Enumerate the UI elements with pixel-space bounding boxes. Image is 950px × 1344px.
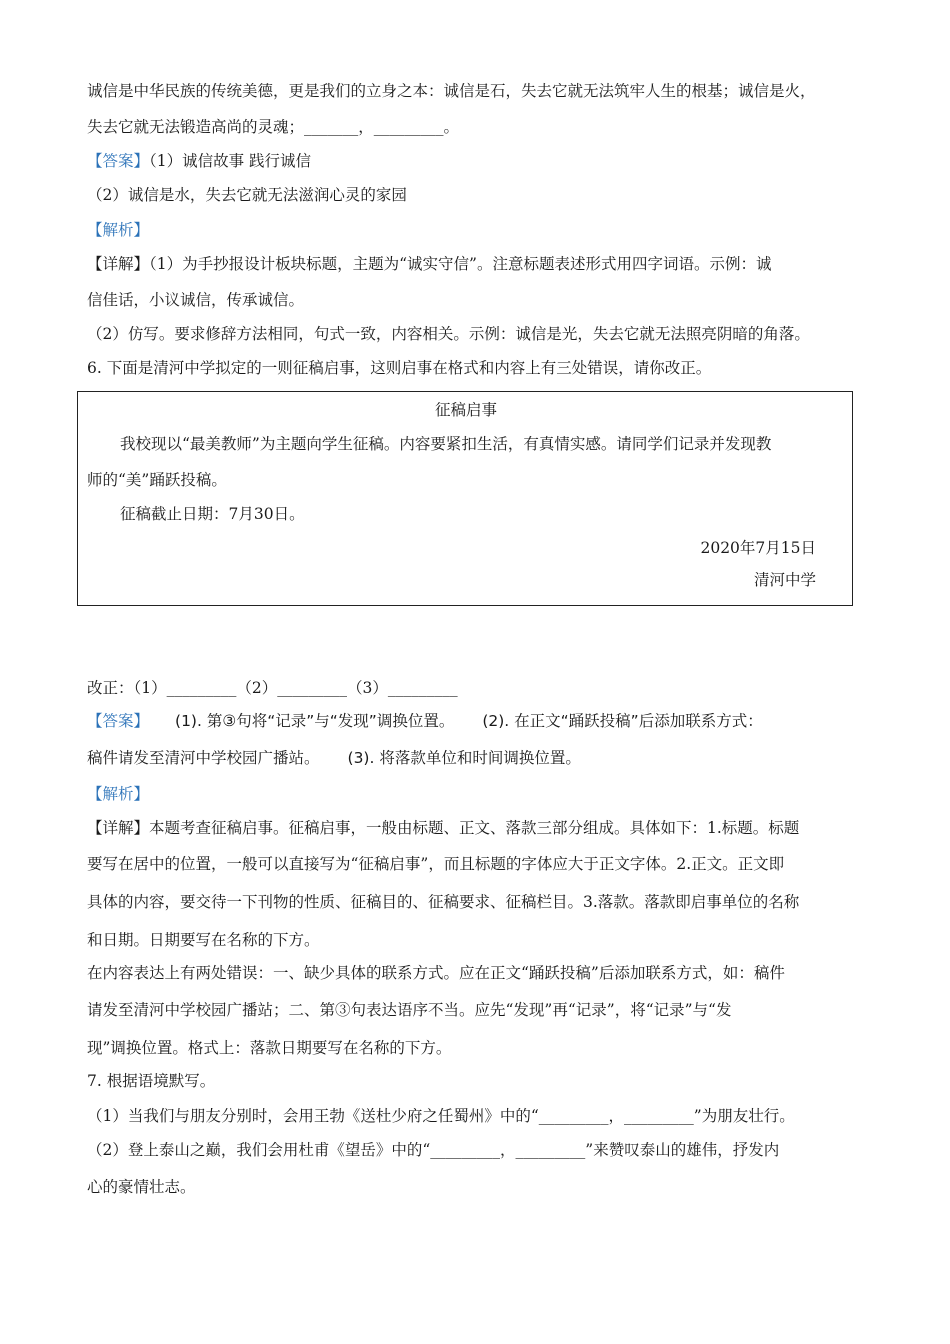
detail-line: 具体的内容，要交待一下刊物的性质、征稿目的、征稿要求、征稿栏目。3.落款。落款即启事单位的名称 — [87, 893, 800, 911]
answer-line — [87, 710, 877, 732]
detail-text: 本题考查征稿启事。征稿启事，一般由标题、正文、落款三部分组成。具体如下：1.标题。标题 — [149, 819, 800, 837]
notice-deadline: 征稿截止日期：7月30日。 — [120, 505, 305, 523]
fix-line: 改正：（1）_________（2）_________（3）_________ — [87, 679, 458, 697]
detail-line: 请发至清河中学校园广播站；二、第③句表达语序不当。应先“发现”再“记录”，将“记录”与“发 — [87, 1001, 732, 1019]
detail-line: 信佳话，小议诚信，传承诚信。 — [87, 291, 305, 309]
detail-text: （1）为手抄报设计板块标题，主题为“诚实守信”。注意标题表述形式用四字词语。示例：诚 — [149, 255, 772, 273]
answer-tag: 【答案】 — [87, 152, 150, 170]
detail-line: （2）仿写。要求修辞方法相同，句式一致，内容相关。示例：诚信是光，失去它就无法照亮阴暗的角落。 — [87, 325, 810, 343]
detail-line — [87, 817, 877, 839]
detail-tag: 【详解】 — [87, 255, 150, 273]
question-7: 7. 根据语境默写。 — [87, 1072, 216, 1090]
notice-org: 清河中学 — [753, 571, 816, 589]
notice-body: 师的“美”踊跃投稿。 — [87, 471, 227, 489]
notice-box — [77, 391, 853, 606]
answer-text: (2). 在正文“踊跃投稿”后添加联系方式： — [482, 712, 763, 730]
notice-date: 2020年7月15日 — [700, 539, 816, 557]
notice-title: 征稿启事 — [434, 401, 497, 419]
detail-tag: 【详解】 — [87, 819, 150, 837]
question-line: （1）当我们与朋友分别时，会用王勃《送杜少府之任蜀州》中的“_________，_________”为朋友壮行。 — [87, 1107, 795, 1125]
detail-line — [87, 253, 877, 275]
question-line: 心的豪情壮志。 — [87, 1178, 196, 1196]
question-line: （2）登上泰山之巅，我们会用杜甫《望岳》中的“_________，_________”来赞叹泰山的雄伟，抒发内 — [87, 1141, 780, 1159]
answer-line: （2）诚信是水，失去它就无法滋润心灵的家园 — [87, 186, 407, 204]
analysis-tag: 【解析】 — [87, 785, 150, 803]
paragraph-line: 诚信是中华民族的传统美德，更是我们的立身之本：诚信是石，失去它就无法筑牢人生的根基；诚信是火， — [87, 82, 816, 100]
answer-text: （1）诚信故事 践行诚信 — [149, 152, 312, 170]
answer-line — [87, 150, 877, 172]
detail-line: 和日期。日期要写在名称的下方。 — [87, 931, 320, 949]
analysis-tag: 【解析】 — [87, 221, 150, 239]
detail-line: 现”调换位置。格式上：落款日期要写在名称的下方。 — [87, 1039, 452, 1057]
paragraph-line: 失去它就无法锻造高尚的灵魂；_______，_________。 — [87, 118, 460, 136]
answer-text: 稿件请发至清河中学校园广播站。 — [87, 749, 320, 767]
detail-line: 要写在居中的位置，一般可以直接写为“征稿启事”，而且标题的字体应大于正文字体。2.正文。正文即 — [87, 855, 785, 873]
answer-tag: 【答案】 — [87, 712, 150, 730]
notice-body: 我校现以“最美教师”为主题向学生征稿。内容要紧扣生活，有真情实感。请同学们记录并发现教 — [120, 435, 772, 453]
answer-text: (3). 将落款单位和时间调换位置。 — [347, 749, 581, 767]
detail-line: 在内容表达上有两处错误：一、缺少具体的联系方式。应在正文“踊跃投稿”后添加联系方式，如：稿件 — [87, 964, 785, 982]
answer-text: (1). 第③句将“记录”与“发现”调换位置。 — [175, 712, 455, 730]
question-6: 6. 下面是清河中学拟定的一则征稿启事，这则启事在格式和内容上有三处错误，请你改正。 — [87, 359, 712, 377]
answer-line — [87, 747, 877, 769]
